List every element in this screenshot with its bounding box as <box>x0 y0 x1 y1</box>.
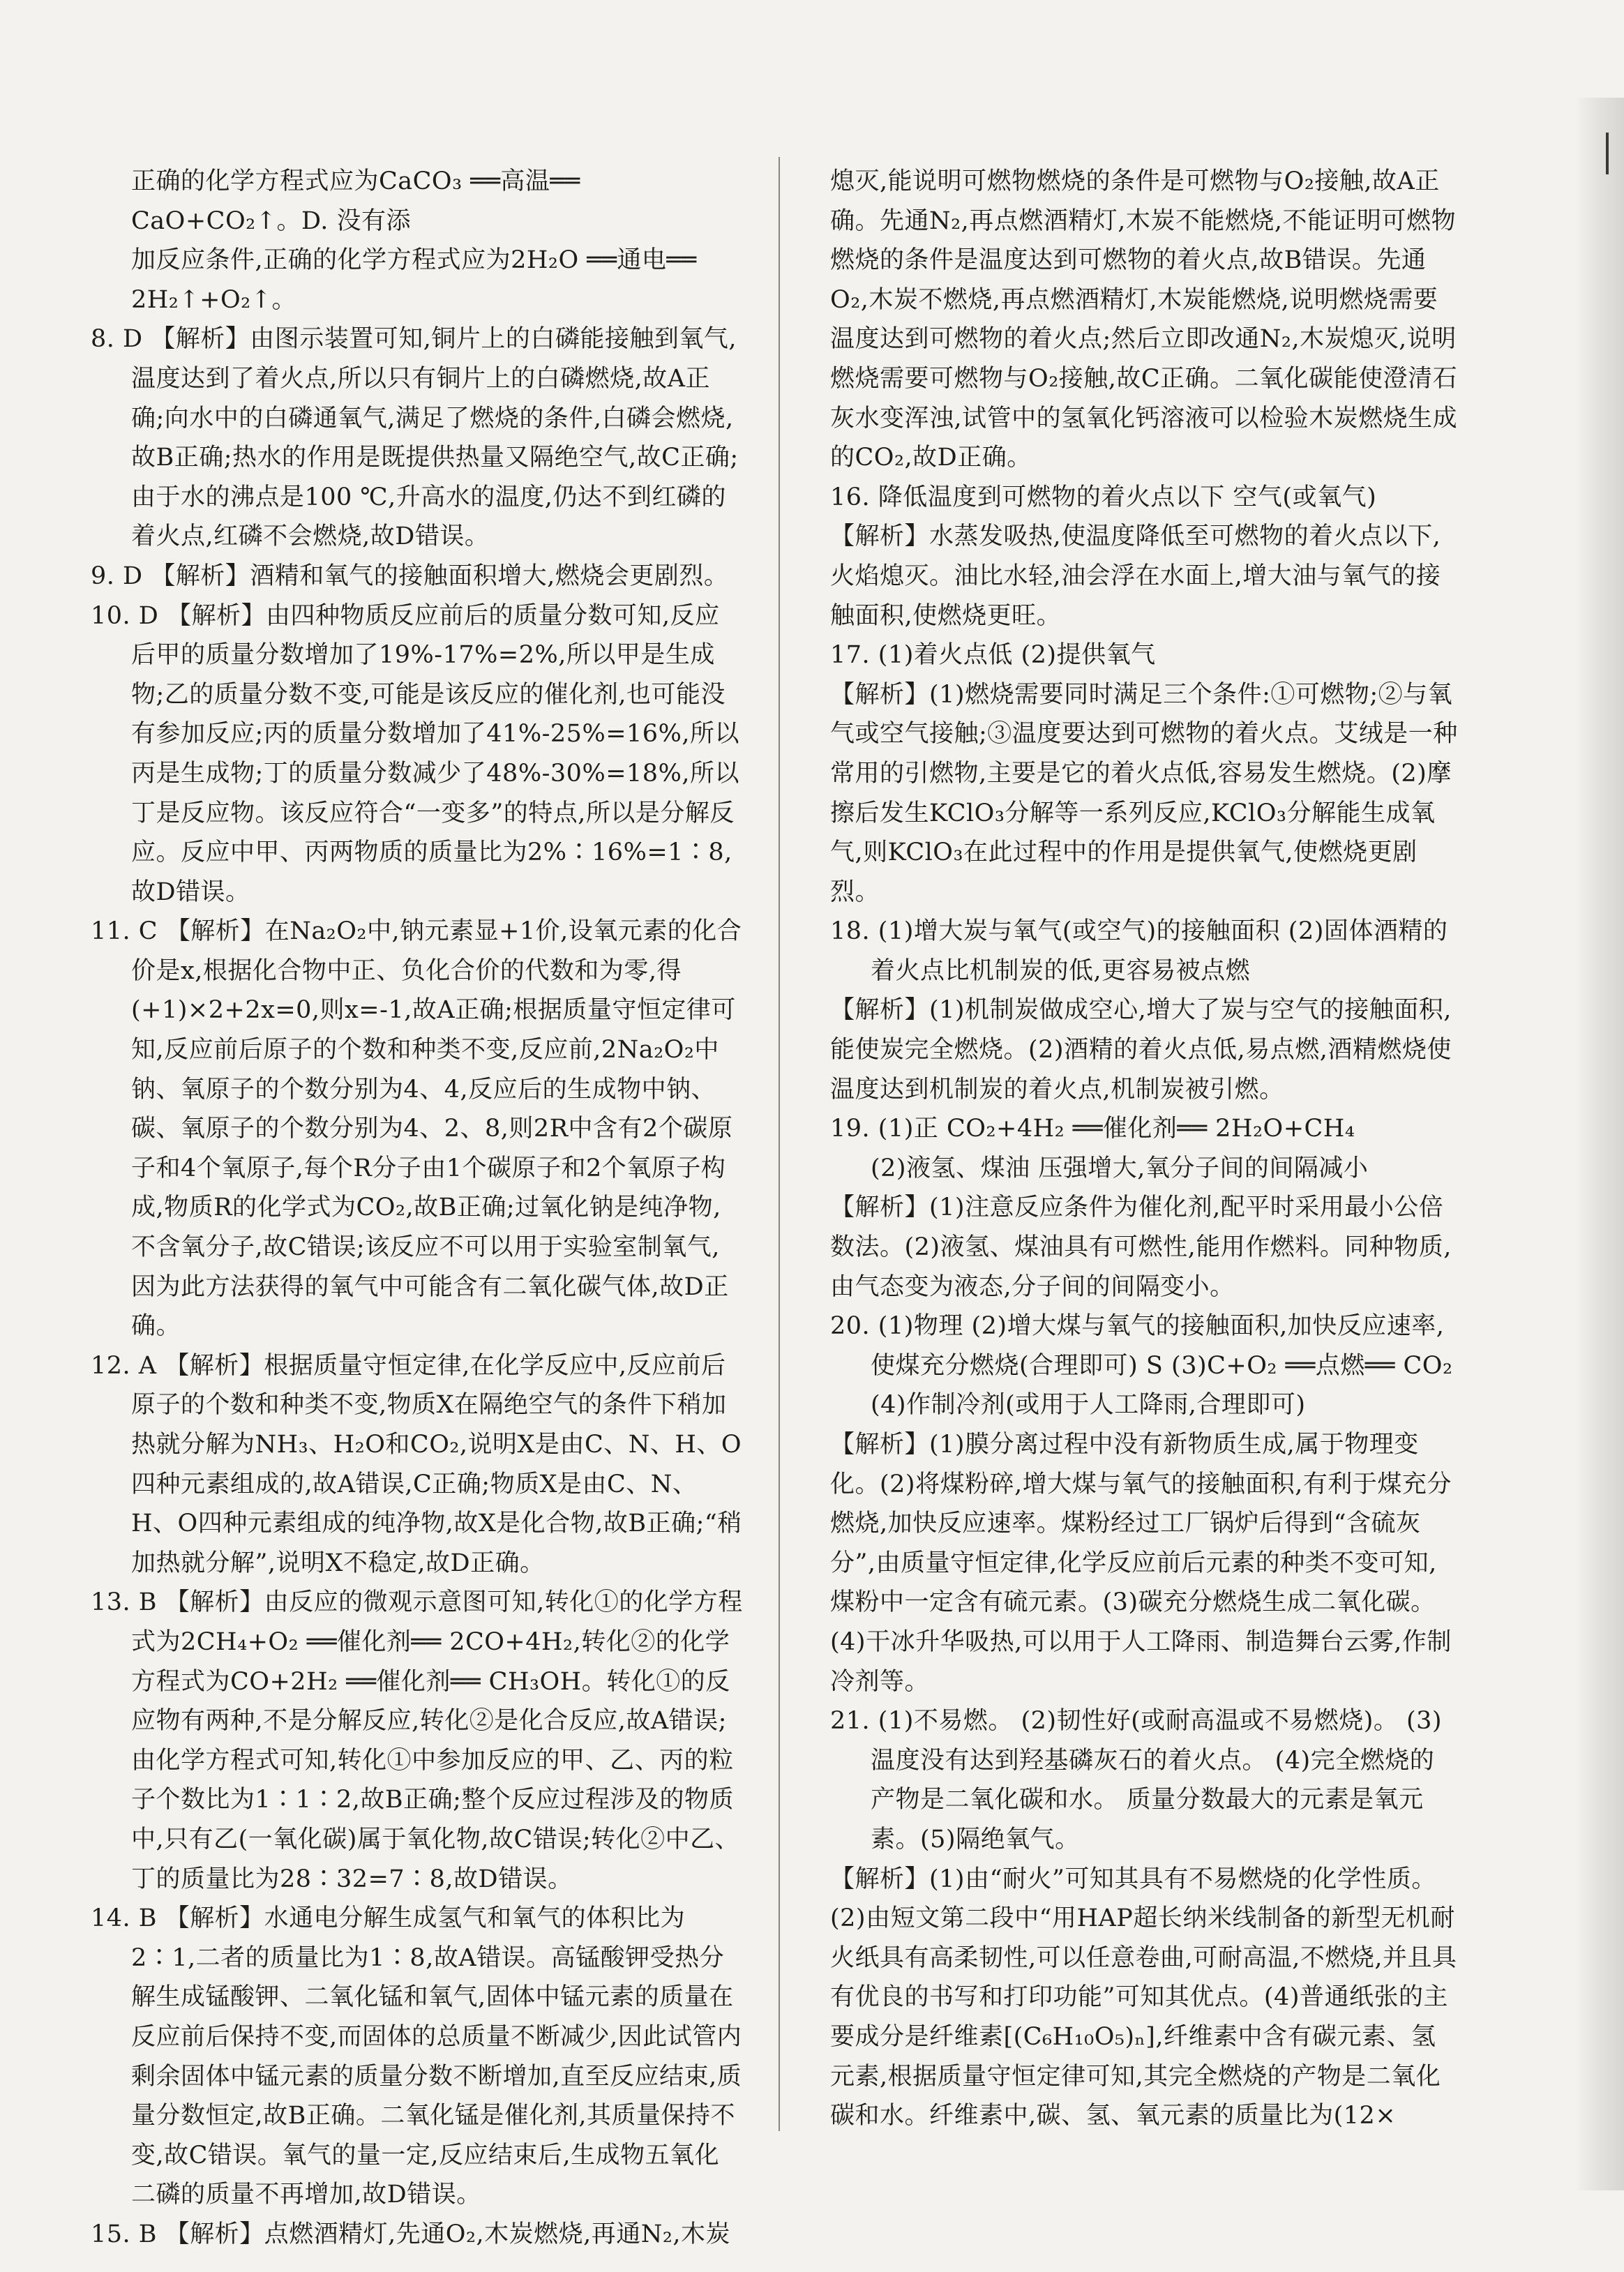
answer-item-16: 16. 降低温度到可燃物的着火点以下 空气(或氧气) <box>830 483 1377 511</box>
answer-paragraph: 熄灭,能说明可燃物燃烧的条件是可燃物与O₂接触,故A正确。先通N₂,再点燃酒精灯,木炭不能燃烧,不能证明可燃物燃烧的条件是温度达到可燃物的着火点,故B错误。先通O₂,木炭不燃烧,再点燃酒精灯,木炭能燃烧,说明燃烧需要温度达到可燃物的着火点;然后立即改通N₂,木炭熄灭,说明燃烧需要可燃物与O₂接触,故C正确。二氧化碳能使澄清石灰水变浑浊,试管中的氢氧化钙溶液可以检验木炭燃烧生成的CO₂,故D正确。 <box>830 167 1458 472</box>
answer-item-20-part4: (4)作制冷剂(或用于人工降雨,合理即可) <box>871 1391 1306 1420</box>
scan-mark <box>1606 133 1609 174</box>
column-divider <box>779 157 780 2131</box>
answer-item-11: 11. C 【解析】在Na₂O₂中,钠元素显+1价,设氧元素的化合价是x,根据化合物中正、负化合价的代数和为零,得(+1)×2+2x=0,则x=-1,故A正确;根据质量守恒定律可知,反应前后原子的个数和种类不变,反应前,2Na₂O₂中钠、氧原子的个数分别为4、4,反应后的生成物中钠、碳、氧原子的个数分别为4、2、8,则2R中含有2个碳原子和4个氧原子,每个R分子由1个碳原子和2个氧原子构成,物质R的化学式为CO₂,故B正确;过氧化钠是纯净物,不含氧分子,故C错误;该反应不可以用于实验室制氧气,因为此方法获得的氧气中可能含有二氧化碳气体,故D正确。 <box>91 917 742 1341</box>
explanation-21: 【解析】(1)由“耐火”可知其具有不易燃烧的化学性质。(2)由短文第二段中“用HAP超长纳米线制备的新型无机耐火纸具有高柔韧性,可以任意卷曲,可耐高温,不燃烧,并且具有优良的书写和打印功能”可知其优点。(4)普通纸张的主要成分是纤维素[(C₆H₁₀O₅)ₙ],纤维素中含有碳元素、氢元素,根据质量守恒定律可知,其完全燃烧的产物是二氧化碳和水。纤维素中,碳、氢、氧元素的质量比为(12× <box>830 1865 1457 2130</box>
answer-item-13: 13. B 【解析】由反应的微观示意图可知,转化①的化学方程式为2CH₄+O₂ ══催化剂══ 2CO+4H₂,转化②的化学方程式为CO+2H₂ ══催化剂══ CH₃OH。转化①的反应物有两种,不是分解反应,转化②是化合反应,故A错误;由化学方程式可知,转化①中参加反应的甲、乙、丙的粒子个数比为1∶1∶2,故B正确;整个反应过程涉及的物质中,只有乙(一氧化碳)属于氧化物,故C错误;转化②中乙、丁的质量比为28∶32=7∶8,故D错误。 <box>91 1588 743 1893</box>
explanation-20: 【解析】(1)膜分离过程中没有新物质生成,属于物理变化。(2)将煤粉碎,增大煤与氧气的接触面积,有利于煤充分燃烧,加快反应速率。煤粉经过工厂锅炉后得到“含硫灰分”,由质量守恒定律,化学反应前后元素的种类不变可知,煤粉中一定含有硫元素。(3)碳充分燃烧生成二氧化碳。(4)干冰升华吸热,可以用于人工降雨、制造舞台云雾,作制冷剂等。 <box>830 1431 1452 1696</box>
answer-item-17: 17. (1)着火点低 (2)提供氧气 <box>830 641 1156 670</box>
answer-item-19: 19. (1)正 CO₂+4H₂ ══催化剂══ 2H₂O+CH₄ <box>830 1115 1355 1143</box>
answer-item-8: 8. D 【解析】由图示装置可知,铜片上的白磷能接触到氧气,温度达到了着火点,所以只有铜片上的白磷燃烧,故A正确;向水中的白磷通氧气,满足了燃烧的条件,白磷会燃烧,故B正确;热水的作用是既提供热量又隔绝空气,故C正确;由于水的沸点是100 ℃,升高水的温度,仍达不到红磷的着火点,红磷不会燃烧,故D错误。 <box>91 325 739 551</box>
explanation-16: 【解析】水蒸发吸热,使温度降低至可燃物的着火点以下,火焰熄灭。油比水轻,油会浮在水面上,增大油与氧气的接触面积,使燃烧更旺。 <box>830 522 1441 630</box>
answer-item-12: 12. A 【解析】根据质量守恒定律,在化学反应中,反应前后原子的个数和种类不变,物质X在隔绝空气的条件下稍加热就分解为NH₃、H₂O和CO₂,说明X是由C、N、H、O四种元素组成的,故A错误,C正确;物质X是由C、N、H、O四种元素组成的纯净物,故X是化合物,故B正确;“稍加热就分解”,说明X不稳定,故D正确。 <box>91 1351 742 1577</box>
answer-item-21: 21. (1)不易燃。 (2)韧性好(或耐高温或不易燃烧)。 (3)温度没有达到羟基磷灰石的着火点。 (4)完全燃烧的产物是二氧化碳和水。 质量分数最大的元素是氧元素。(5)隔绝氧气。 <box>830 1707 1443 1853</box>
answer-item-10: 10. D 【解析】由四种物质反应前后的质量分数可知,反应后甲的质量分数增加了19%-17%=2%,所以甲是生成物;乙的质量分数不变,可能是该反应的催化剂,也可能没有参加反应;丙的质量分数增加了41%-25%=16%,所以丙是生成物;丁的质量分数减少了48%-30%=18%,所以丁是反应物。该反应符合“一变多”的特点,所以是分解反应。反应中甲、丙两物质的质量比为2%∶16%=1∶8,故D错误。 <box>91 601 739 906</box>
answer-item-20: 20. (1)物理 (2)增大煤与氧气的接触面积,加快反应速率,使煤充分燃烧(合理即可) S (3)C+O₂ ══点燃══ CO₂ <box>830 1312 1453 1380</box>
answer-paragraph: 加反应条件,正确的化学方程式应为2H₂O ══通电══ 2H₂↑+O₂↑。 <box>131 246 697 314</box>
answer-item-9: 9. D 【解析】酒精和氧气的接触面积增大,燃烧会更剧烈。 <box>91 562 729 590</box>
answer-item-14: 14. B 【解析】水通电分解生成氢气和氧气的体积比为2∶1,二者的质量比为1∶8,故A错误。高锰酸钾受热分解生成锰酸钾、二氧化锰和氧气,固体中锰元素的质量在反应前后保持不变,而固体的总质量不断减少,因此试管内剩余固体中锰元素的质量分数不断增加,直至反应结束,质量分数恒定,故B正确。二氧化锰是催化剂,其质量保持不变,故C错误。氧气的量一定,反应结束后,生成物五氧化二磷的质量不再增加,故D错误。 <box>91 1904 742 2209</box>
explanation-19: 【解析】(1)注意反应条件为催化剂,配平时采用最小公倍数法。(2)液氢、煤油具有可燃性,能用作燃料。同种物质,由气态变为液态,分子间的间隔变小。 <box>830 1194 1452 1301</box>
answer-item-18: 18. (1)增大炭与氧气(或空气)的接触面积 (2)固体酒精的着火点比机制炭的低,更容易被点燃 <box>830 917 1448 985</box>
explanation-17: 【解析】(1)燃烧需要同时满足三个条件:①可燃物;②与氧气或空气接触;③温度要达到可燃物的着火点。艾绒是一种常用的引燃物,主要是它的着火点低,容易发生燃烧。(2)摩擦后发生KClO₃分解等一系列反应,KClO₃分解能生成氧气,则KClO₃在此过程中的作用是提供氧气,使燃烧更剧烈。 <box>830 680 1458 906</box>
page-edge-shadow <box>1575 98 1624 2190</box>
answer-item-15: 15. B 【解析】点燃酒精灯,先通O₂,木炭燃烧,再通N₂,木炭 <box>91 2220 731 2248</box>
answer-paragraph: 正确的化学方程式应为CaCO₃ ══高温══ CaO+CO₂↑。D. 没有添 <box>131 167 580 235</box>
left-column <box>91 162 743 2254</box>
answer-item-19-part2: (2)液氢、煤油 压强增大,氧分子间的间隔减小 <box>871 1154 1369 1182</box>
right-column <box>830 162 1458 2136</box>
explanation-18: 【解析】(1)机制炭做成空心,增大了炭与空气的接触面积,能使炭完全燃烧。(2)酒精的着火点低,易点燃,酒精燃烧使温度达到机制炭的着火点,机制炭被引燃。 <box>830 996 1452 1104</box>
